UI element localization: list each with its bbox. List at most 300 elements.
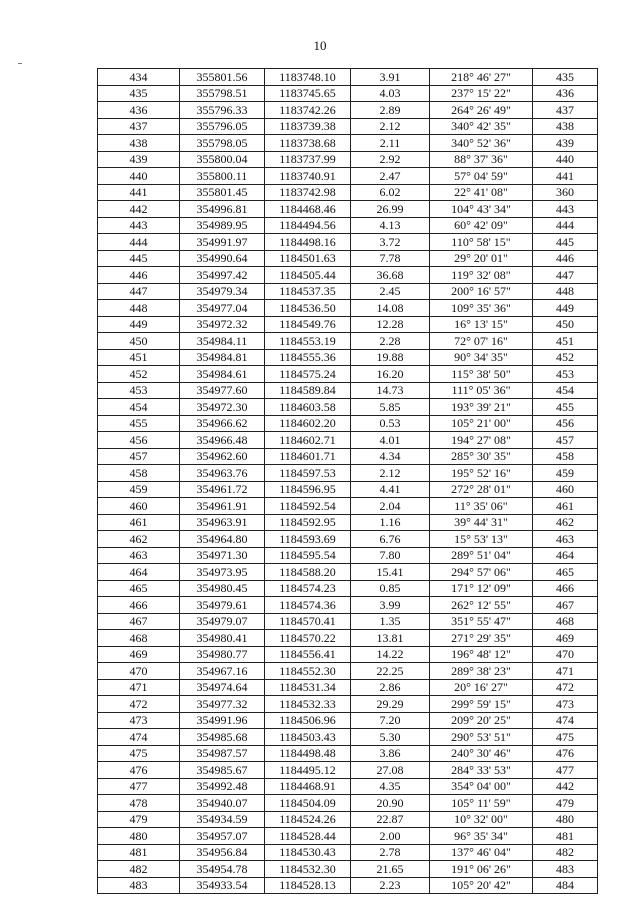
table-row: [98, 399, 598, 416]
y-coordinate-cell: 1184602.71: [265, 432, 351, 449]
table-row: [98, 151, 598, 168]
bearing-cell: 237° 15' 22": [430, 85, 533, 102]
y-coordinate-cell: 1184595.54: [265, 547, 351, 564]
x-coordinate-cell: 354990.64: [180, 250, 265, 267]
table-row: [98, 877, 598, 894]
y-coordinate-cell: 1184498.16: [265, 234, 351, 251]
point-number-cell: 459: [98, 481, 180, 498]
point-number-cell: 450: [98, 333, 180, 350]
point-number-cell: 471: [98, 679, 180, 696]
x-coordinate-cell: 354987.57: [180, 745, 265, 762]
y-coordinate-cell: 1184468.91: [265, 778, 351, 795]
table-row: [98, 646, 598, 663]
y-coordinate-cell: 1184528.44: [265, 828, 351, 845]
x-coordinate-cell: 354979.07: [180, 613, 265, 630]
next-point-cell: 464: [533, 547, 598, 564]
distance-cell: 22.87: [351, 811, 430, 828]
distance-cell: 6.02: [351, 184, 430, 201]
y-coordinate-cell: 1183737.99: [265, 151, 351, 168]
y-coordinate-cell: 1184603.58: [265, 399, 351, 416]
bearing-cell: 289° 38' 23": [430, 663, 533, 680]
y-coordinate-cell: 1184530.43: [265, 844, 351, 861]
y-coordinate-cell: 1184549.76: [265, 316, 351, 333]
bearing-cell: 115° 38' 50": [430, 366, 533, 383]
bearing-cell: 195° 52' 16": [430, 465, 533, 482]
distance-cell: 4.34: [351, 448, 430, 465]
table-row: [98, 498, 598, 515]
y-coordinate-cell: 1184601.71: [265, 448, 351, 465]
distance-cell: 15.41: [351, 564, 430, 581]
distance-cell: 14.22: [351, 646, 430, 663]
x-coordinate-cell: 354973.95: [180, 564, 265, 581]
table-row: [98, 267, 598, 284]
point-number-cell: 437: [98, 118, 180, 135]
point-number-cell: 477: [98, 778, 180, 795]
table-row: [98, 580, 598, 597]
bearing-cell: 299° 59' 15": [430, 696, 533, 713]
next-point-cell: 453: [533, 366, 598, 383]
x-coordinate-cell: 355796.05: [180, 118, 265, 135]
table-row: [98, 712, 598, 729]
next-point-cell: 484: [533, 877, 598, 894]
bearing-cell: 29° 20' 01": [430, 250, 533, 267]
point-number-cell: 474: [98, 729, 180, 746]
distance-cell: 0.85: [351, 580, 430, 597]
next-point-cell: 470: [533, 646, 598, 663]
distance-cell: 20.90: [351, 795, 430, 812]
distance-cell: 6.76: [351, 531, 430, 548]
distance-cell: 36.68: [351, 267, 430, 284]
table-row: [98, 696, 598, 713]
table-row: [98, 217, 598, 234]
y-coordinate-cell: 1184593.69: [265, 531, 351, 548]
x-coordinate-cell: 354985.67: [180, 762, 265, 779]
distance-cell: 13.81: [351, 630, 430, 647]
point-number-cell: 438: [98, 135, 180, 152]
table-row: [98, 778, 598, 795]
bearing-cell: 105° 11' 59": [430, 795, 533, 812]
bearing-cell: 96° 35' 34": [430, 828, 533, 845]
x-coordinate-cell: 355801.56: [180, 69, 265, 86]
y-coordinate-cell: 1184552.30: [265, 663, 351, 680]
y-coordinate-cell: 1184504.09: [265, 795, 351, 812]
distance-cell: 26.99: [351, 201, 430, 218]
y-coordinate-cell: 1184536.50: [265, 300, 351, 317]
table-row: [98, 564, 598, 581]
point-number-cell: 435: [98, 85, 180, 102]
table-row: [98, 531, 598, 548]
point-number-cell: 468: [98, 630, 180, 647]
table-row: [98, 663, 598, 680]
table-row: [98, 382, 598, 399]
x-coordinate-cell: 354996.81: [180, 201, 265, 218]
distance-cell: 2.28: [351, 333, 430, 350]
distance-cell: 16.20: [351, 366, 430, 383]
x-coordinate-cell: 354989.95: [180, 217, 265, 234]
distance-cell: 7.20: [351, 712, 430, 729]
next-point-cell: 471: [533, 663, 598, 680]
distance-cell: 5.85: [351, 399, 430, 416]
distance-cell: 2.00: [351, 828, 430, 845]
next-point-cell: 483: [533, 861, 598, 878]
bearing-cell: 39° 44' 31": [430, 514, 533, 531]
bearing-cell: 191° 06' 26": [430, 861, 533, 878]
x-coordinate-cell: 354971.30: [180, 547, 265, 564]
next-point-cell: 437: [533, 102, 598, 119]
y-coordinate-cell: 1184592.54: [265, 498, 351, 515]
x-coordinate-cell: 354956.84: [180, 844, 265, 861]
bearing-cell: 264° 26' 49": [430, 102, 533, 119]
x-coordinate-cell: 354954.78: [180, 861, 265, 878]
x-coordinate-cell: 354957.07: [180, 828, 265, 845]
point-number-cell: 461: [98, 514, 180, 531]
x-coordinate-cell: 354963.91: [180, 514, 265, 531]
y-coordinate-cell: 1184574.23: [265, 580, 351, 597]
next-point-cell: 441: [533, 168, 598, 185]
table-row: [98, 366, 598, 383]
x-coordinate-cell: 354979.61: [180, 597, 265, 614]
next-point-cell: 479: [533, 795, 598, 812]
table-row: [98, 250, 598, 267]
distance-cell: 2.23: [351, 877, 430, 894]
y-coordinate-cell: 1184505.44: [265, 267, 351, 284]
bearing-cell: 109° 35' 36": [430, 300, 533, 317]
next-point-cell: 435: [533, 69, 598, 86]
next-point-cell: 463: [533, 531, 598, 548]
distance-cell: 4.41: [351, 481, 430, 498]
x-coordinate-cell: 354934.59: [180, 811, 265, 828]
y-coordinate-cell: 1184597.53: [265, 465, 351, 482]
x-coordinate-cell: 354985.68: [180, 729, 265, 746]
y-coordinate-cell: 1183742.98: [265, 184, 351, 201]
table-row: [98, 745, 598, 762]
bearing-cell: 111° 05' 36": [430, 382, 533, 399]
table-row: [98, 316, 598, 333]
next-point-cell: 445: [533, 234, 598, 251]
next-point-cell: 442: [533, 778, 598, 795]
point-number-cell: 455: [98, 415, 180, 432]
next-point-cell: 474: [533, 712, 598, 729]
x-coordinate-cell: 354977.60: [180, 382, 265, 399]
bearing-cell: 119° 32' 08": [430, 267, 533, 284]
bearing-cell: 104° 43' 34": [430, 201, 533, 218]
next-point-cell: 444: [533, 217, 598, 234]
bearing-cell: 110° 58' 15": [430, 234, 533, 251]
x-coordinate-cell: 354980.77: [180, 646, 265, 663]
point-number-cell: 462: [98, 531, 180, 548]
x-coordinate-cell: 354961.91: [180, 498, 265, 515]
bearing-cell: 262° 12' 55": [430, 597, 533, 614]
next-point-cell: 480: [533, 811, 598, 828]
table-row: [98, 679, 598, 696]
next-point-cell: 468: [533, 613, 598, 630]
next-point-cell: 462: [533, 514, 598, 531]
distance-cell: 5.30: [351, 729, 430, 746]
next-point-cell: 466: [533, 580, 598, 597]
bearing-cell: 88° 37' 36": [430, 151, 533, 168]
next-point-cell: 440: [533, 151, 598, 168]
y-coordinate-cell: 1184574.36: [265, 597, 351, 614]
point-number-cell: 458: [98, 465, 180, 482]
distance-cell: 22.25: [351, 663, 430, 680]
next-point-cell: 475: [533, 729, 598, 746]
next-point-cell: 436: [533, 85, 598, 102]
table-row: [98, 597, 598, 614]
table-row: [98, 811, 598, 828]
point-number-cell: 452: [98, 366, 180, 383]
x-coordinate-cell: 354984.11: [180, 333, 265, 350]
bearing-cell: 271° 29' 35": [430, 630, 533, 647]
table-row: [98, 795, 598, 812]
table-row: [98, 300, 598, 317]
bearing-cell: 218° 46' 27": [430, 69, 533, 86]
bearing-cell: 289° 51' 04": [430, 547, 533, 564]
next-point-cell: 439: [533, 135, 598, 152]
table-row: [98, 118, 598, 135]
y-coordinate-cell: 1184588.20: [265, 564, 351, 581]
distance-cell: 4.01: [351, 432, 430, 449]
point-number-cell: 467: [98, 613, 180, 630]
table-row: [98, 448, 598, 465]
distance-cell: 3.99: [351, 597, 430, 614]
y-coordinate-cell: 1184570.22: [265, 630, 351, 647]
next-point-cell: 457: [533, 432, 598, 449]
next-point-cell: 477: [533, 762, 598, 779]
table-row: [98, 283, 598, 300]
table-row: [98, 201, 598, 218]
y-coordinate-cell: 1184556.41: [265, 646, 351, 663]
next-point-cell: 447: [533, 267, 598, 284]
table-row: [98, 465, 598, 482]
next-point-cell: 460: [533, 481, 598, 498]
x-coordinate-cell: 354972.30: [180, 399, 265, 416]
bearing-cell: 10° 32' 00": [430, 811, 533, 828]
y-coordinate-cell: 1183740.91: [265, 168, 351, 185]
distance-cell: 0.53: [351, 415, 430, 432]
next-point-cell: 472: [533, 679, 598, 696]
point-number-cell: 483: [98, 877, 180, 894]
table-row: [98, 861, 598, 878]
bearing-cell: 15° 53' 13": [430, 531, 533, 548]
distance-cell: 2.78: [351, 844, 430, 861]
next-point-cell: 481: [533, 828, 598, 845]
bearing-cell: 284° 33' 53": [430, 762, 533, 779]
point-number-cell: 463: [98, 547, 180, 564]
bearing-cell: 351° 55' 47": [430, 613, 533, 630]
next-point-cell: 482: [533, 844, 598, 861]
point-number-cell: 479: [98, 811, 180, 828]
bearing-cell: 294° 57' 06": [430, 564, 533, 581]
next-point-cell: 455: [533, 399, 598, 416]
point-number-cell: 475: [98, 745, 180, 762]
point-number-cell: 466: [98, 597, 180, 614]
bearing-cell: 22° 41' 08": [430, 184, 533, 201]
point-number-cell: 448: [98, 300, 180, 317]
table-row: [98, 69, 598, 86]
y-coordinate-cell: 1184495.12: [265, 762, 351, 779]
next-point-cell: 446: [533, 250, 598, 267]
y-coordinate-cell: 1184537.35: [265, 283, 351, 300]
x-coordinate-cell: 355798.51: [180, 85, 265, 102]
distance-cell: 2.47: [351, 168, 430, 185]
y-coordinate-cell: 1184589.84: [265, 382, 351, 399]
x-coordinate-cell: 355801.45: [180, 184, 265, 201]
distance-cell: 7.80: [351, 547, 430, 564]
margin-mark: [18, 63, 22, 64]
x-coordinate-cell: 354962.60: [180, 448, 265, 465]
next-point-cell: 476: [533, 745, 598, 762]
table-row: [98, 85, 598, 102]
point-number-cell: 444: [98, 234, 180, 251]
point-number-cell: 454: [98, 399, 180, 416]
bearing-cell: 209° 20' 25": [430, 712, 533, 729]
y-coordinate-cell: 1183739.38: [265, 118, 351, 135]
table-row: [98, 729, 598, 746]
x-coordinate-cell: 355800.04: [180, 151, 265, 168]
point-number-cell: 445: [98, 250, 180, 267]
bearing-cell: 340° 42' 35": [430, 118, 533, 135]
bearing-cell: 105° 20' 42": [430, 877, 533, 894]
distance-cell: 4.03: [351, 85, 430, 102]
bearing-cell: 20° 16' 27": [430, 679, 533, 696]
y-coordinate-cell: 1184570.41: [265, 613, 351, 630]
point-number-cell: 480: [98, 828, 180, 845]
distance-cell: 3.86: [351, 745, 430, 762]
y-coordinate-cell: 1183738.68: [265, 135, 351, 152]
y-coordinate-cell: 1184503.43: [265, 729, 351, 746]
distance-cell: 4.35: [351, 778, 430, 795]
coordinates-table: [97, 68, 598, 894]
x-coordinate-cell: 354991.96: [180, 712, 265, 729]
point-number-cell: 472: [98, 696, 180, 713]
x-coordinate-cell: 354980.45: [180, 580, 265, 597]
x-coordinate-cell: 354940.07: [180, 795, 265, 812]
bearing-cell: 194° 27' 08": [430, 432, 533, 449]
page-number: 10: [313, 38, 327, 53]
next-point-cell: 450: [533, 316, 598, 333]
bearing-cell: 171° 12' 09": [430, 580, 533, 597]
next-point-cell: 456: [533, 415, 598, 432]
point-number-cell: 476: [98, 762, 180, 779]
point-number-cell: 442: [98, 201, 180, 218]
y-coordinate-cell: 1183745.65: [265, 85, 351, 102]
table-row: [98, 102, 598, 119]
distance-cell: 2.89: [351, 102, 430, 119]
y-coordinate-cell: 1184602.20: [265, 415, 351, 432]
table-row: [98, 135, 598, 152]
y-coordinate-cell: 1184524.26: [265, 811, 351, 828]
x-coordinate-cell: 354984.81: [180, 349, 265, 366]
y-coordinate-cell: 1184501.63: [265, 250, 351, 267]
point-number-cell: 469: [98, 646, 180, 663]
x-coordinate-cell: 354977.04: [180, 300, 265, 317]
distance-cell: 14.73: [351, 382, 430, 399]
distance-cell: 14.08: [351, 300, 430, 317]
distance-cell: 4.13: [351, 217, 430, 234]
table-row: [98, 613, 598, 630]
table-row: [98, 432, 598, 449]
table-row: [98, 349, 598, 366]
point-number-cell: 443: [98, 217, 180, 234]
next-point-cell: 438: [533, 118, 598, 135]
x-coordinate-cell: 355800.11: [180, 168, 265, 185]
point-number-cell: 464: [98, 564, 180, 581]
y-coordinate-cell: 1183742.26: [265, 102, 351, 119]
bearing-cell: 193° 39' 21": [430, 399, 533, 416]
point-number-cell: 451: [98, 349, 180, 366]
bearing-cell: 11° 35' 06": [430, 498, 533, 515]
bearing-cell: 290° 53' 51": [430, 729, 533, 746]
table-row: [98, 828, 598, 845]
x-coordinate-cell: 354963.76: [180, 465, 265, 482]
x-coordinate-cell: 354967.16: [180, 663, 265, 680]
distance-cell: 7.78: [351, 250, 430, 267]
x-coordinate-cell: 354974.64: [180, 679, 265, 696]
next-point-cell: 469: [533, 630, 598, 647]
bearing-cell: 340° 52' 36": [430, 135, 533, 152]
bearing-cell: 57° 04' 59": [430, 168, 533, 185]
x-coordinate-cell: 354997.42: [180, 267, 265, 284]
point-number-cell: 457: [98, 448, 180, 465]
y-coordinate-cell: 1184468.46: [265, 201, 351, 218]
point-number-cell: 482: [98, 861, 180, 878]
bearing-cell: 137° 46' 04": [430, 844, 533, 861]
next-point-cell: 448: [533, 283, 598, 300]
distance-cell: 21.65: [351, 861, 430, 878]
next-point-cell: 473: [533, 696, 598, 713]
y-coordinate-cell: 1184555.36: [265, 349, 351, 366]
distance-cell: 2.45: [351, 283, 430, 300]
bearing-cell: 105° 21' 00": [430, 415, 533, 432]
table-row: [98, 514, 598, 531]
x-coordinate-cell: 354966.48: [180, 432, 265, 449]
x-coordinate-cell: 354964.80: [180, 531, 265, 548]
point-number-cell: 453: [98, 382, 180, 399]
distance-cell: 29.29: [351, 696, 430, 713]
distance-cell: 1.16: [351, 514, 430, 531]
point-number-cell: 434: [98, 69, 180, 86]
y-coordinate-cell: 1184575.24: [265, 366, 351, 383]
distance-cell: 1.35: [351, 613, 430, 630]
x-coordinate-cell: 354979.34: [180, 283, 265, 300]
coordinates-table-body: [98, 69, 598, 894]
distance-cell: 12.28: [351, 316, 430, 333]
next-point-cell: 449: [533, 300, 598, 317]
table-row: [98, 844, 598, 861]
next-point-cell: 360: [533, 184, 598, 201]
bearing-cell: 272° 28' 01": [430, 481, 533, 498]
y-coordinate-cell: 1184498.48: [265, 745, 351, 762]
table-row: [98, 762, 598, 779]
point-number-cell: 441: [98, 184, 180, 201]
table-row: [98, 184, 598, 201]
y-coordinate-cell: 1184532.30: [265, 861, 351, 878]
point-number-cell: 436: [98, 102, 180, 119]
y-coordinate-cell: 1184596.95: [265, 481, 351, 498]
next-point-cell: 461: [533, 498, 598, 515]
y-coordinate-cell: 1184528.13: [265, 877, 351, 894]
y-coordinate-cell: 1184494.56: [265, 217, 351, 234]
point-number-cell: 460: [98, 498, 180, 515]
y-coordinate-cell: 1184531.34: [265, 679, 351, 696]
next-point-cell: 451: [533, 333, 598, 350]
table-row: [98, 168, 598, 185]
y-coordinate-cell: 1184592.95: [265, 514, 351, 531]
point-number-cell: 465: [98, 580, 180, 597]
bearing-cell: 16° 13' 15": [430, 316, 533, 333]
point-number-cell: 478: [98, 795, 180, 812]
x-coordinate-cell: 354991.97: [180, 234, 265, 251]
